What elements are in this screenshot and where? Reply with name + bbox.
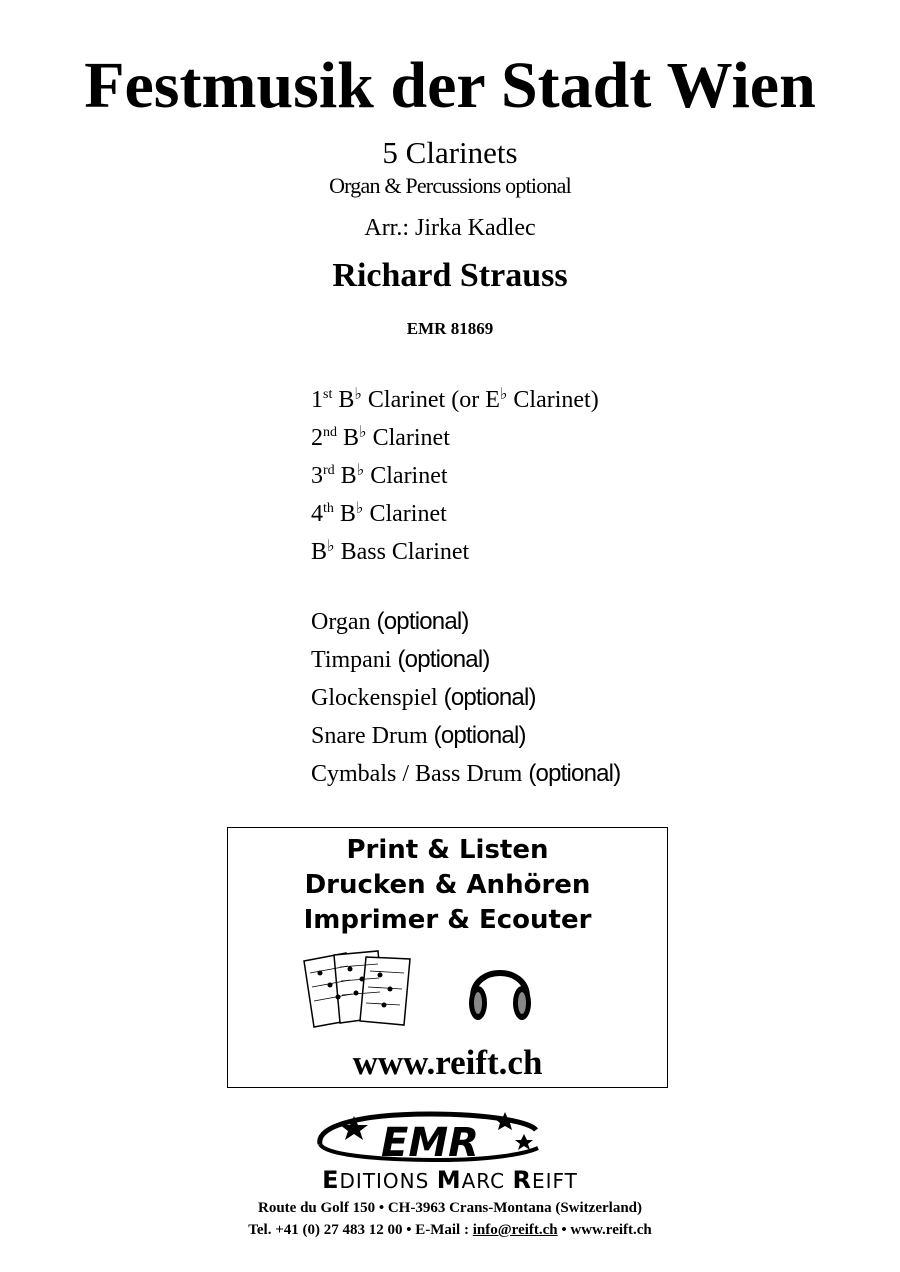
clarinet-parts-list bbox=[311, 375, 599, 565]
publisher-contact: Tel. +41 (0) 27 483 12 00 • E-Mail : info@reift.ch • www.reift.ch bbox=[248, 1222, 652, 1238]
page-title: Festmusik der Stadt Wien bbox=[84, 49, 816, 122]
arranger-credit: Arr.: Jirka Kadlec bbox=[364, 215, 536, 241]
promo-line-english: Print & Listen bbox=[346, 835, 549, 865]
optional-part-item: Snare Drum (optional) bbox=[311, 722, 526, 749]
promo-line-french: Imprimer & Ecouter bbox=[303, 905, 592, 935]
promo-line-german: Drucken & Anhören bbox=[304, 870, 591, 900]
part-item: 1st B♭ Clarinet (or E♭ Clarinet) bbox=[311, 384, 599, 413]
optional-instruments-note: Organ & Percussions optional bbox=[329, 173, 571, 198]
website-link[interactable]: www.reift.ch bbox=[352, 1043, 543, 1082]
sheet-music-icon bbox=[300, 949, 422, 1029]
optional-part-item: Cymbals / Bass Drum (optional) bbox=[311, 760, 621, 787]
print-listen-box[interactable] bbox=[227, 827, 668, 1088]
logo-letters: EMR bbox=[381, 1120, 479, 1166]
instrumentation-subtitle: 5 Clarinets bbox=[382, 135, 518, 170]
publisher-address: Route du Golf 150 • CH-3963 Crans-Montana (Switzerland) bbox=[258, 1200, 642, 1216]
part-item: 3rd B♭ Clarinet bbox=[311, 460, 448, 489]
optional-parts-list bbox=[311, 603, 620, 793]
optional-part-item: Organ (optional) bbox=[311, 608, 469, 635]
emr-logo bbox=[300, 1108, 560, 1166]
catalog-number: EMR 81869 bbox=[406, 319, 494, 338]
publisher-name: EDITIONS MARC REIFT bbox=[322, 1166, 578, 1194]
flat-symbol: ♭ bbox=[356, 460, 365, 479]
flat-symbol: ♭ bbox=[327, 536, 335, 555]
part-item: 4th B♭ Clarinet bbox=[311, 498, 447, 527]
part-item: B♭ Bass Clarinet bbox=[311, 536, 470, 565]
optional-part-item: Timpani (optional) bbox=[311, 646, 490, 673]
flat-symbol: ♭ bbox=[354, 384, 362, 403]
part-item: 2nd B♭ Clarinet bbox=[311, 422, 450, 451]
flat-symbol: ♭ bbox=[355, 498, 364, 517]
optional-part-item: Glockenspiel (optional) bbox=[311, 684, 536, 711]
email-link[interactable]: info@reift.ch bbox=[472, 1222, 558, 1238]
flat-symbol: ♭ bbox=[499, 384, 508, 403]
flat-symbol: ♭ bbox=[359, 422, 367, 441]
composer-name: Richard Strauss bbox=[332, 257, 568, 294]
headphones-icon bbox=[465, 951, 535, 1027]
